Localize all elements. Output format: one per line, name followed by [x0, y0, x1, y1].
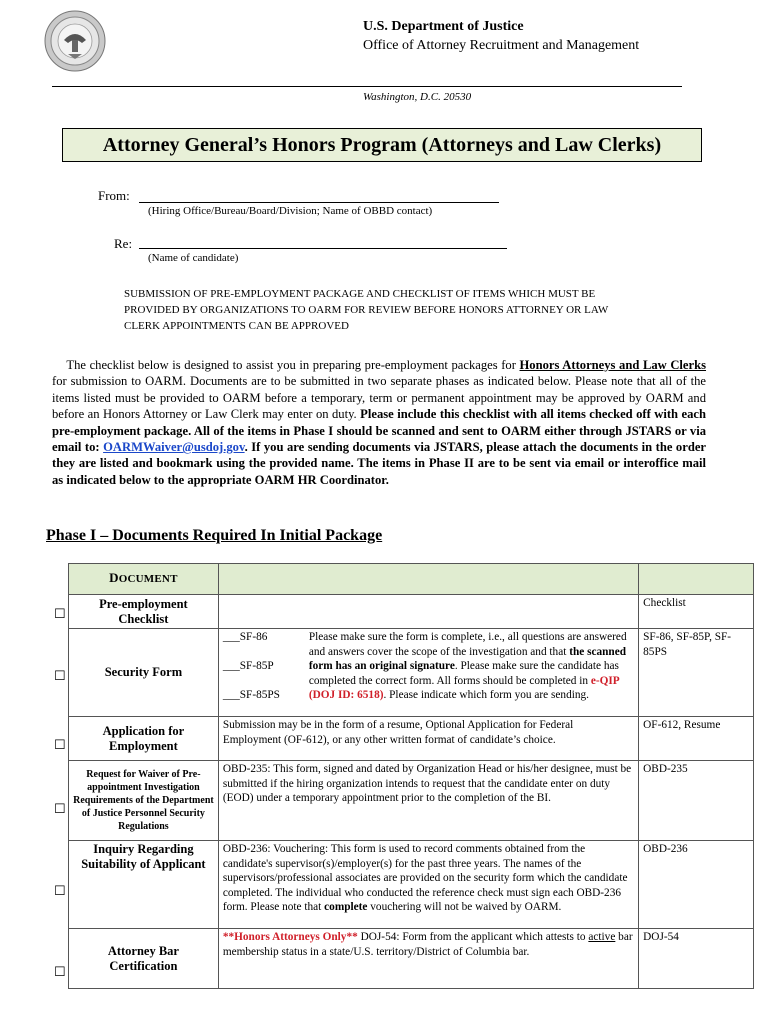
phase-one-checklist-table: [68, 563, 754, 989]
checkbox-inquiry[interactable]: ☐: [54, 883, 66, 898]
doc-name-waiver: Request for Waiver of Pre-appointment Investigation Requirements of the Department of Justice Personnel Security Regulations: [69, 761, 219, 841]
doc-name-security: Security Form: [69, 629, 219, 717]
checkbox-security-form[interactable]: ☐: [54, 668, 66, 683]
table-row: [69, 717, 754, 761]
from-label: From:: [98, 188, 130, 203]
desc-inquiry: OBD-236: Vouchering: This form is used to record comments obtained from the candidate's supervisor(s)/employer(s) for the past three years. The names of the supervisors/professional associates are provided on the security form which the candidate completed. The individual who conducted the reference check must sign each OBD-236 form. Please note that complete vouchering will not be waived by OARM.: [218, 841, 638, 929]
doc-name-inquiry: Inquiry Regarding Suitability of Applicant: [69, 841, 219, 929]
table-header-row: [69, 564, 754, 595]
oarm-email-link[interactable]: OARMWaiver@usdoj.gov: [103, 440, 245, 455]
doc-name-application: Application for Employment: [69, 717, 219, 761]
header-blank-cell: [218, 564, 638, 595]
form-application: OF-612, Resume: [639, 717, 754, 761]
office-name: Office of Attorney Recruitment and Management: [363, 38, 640, 53]
sf86-option[interactable]: ___SF-86: [222, 631, 268, 643]
intro-instructions-2: . If you are sending documents via JSTARS, please attach the documents in the order they are listed and bookmark using the provided name. The items in Phase II are to be sent via email or interoffice mail as indicated below to the appropriate OARM HR Coordinator.: [52, 440, 707, 487]
title-box: [62, 128, 702, 162]
subject-line: SUBMISSION OF PRE-EMPLOYMENT PACKAGE AND CHECKLIST OF ITEMS WHICH MUST BE PROVIDED BY ORGANIZATIONS TO OARM FOR REVIEW BEFORE HONORS ATTORNEY OR LAW CLERK APPOINTMENTS CAN BE APPROVED: [124, 288, 609, 332]
form-pre-employment: Checklist: [639, 595, 754, 629]
from-field[interactable]: [139, 202, 499, 203]
doj-seal: [44, 10, 106, 72]
desc-pre-employment: [218, 595, 638, 629]
intro-paragraph: [52, 357, 706, 488]
sf85p-option[interactable]: ___SF-85P: [222, 660, 274, 672]
table-row: [69, 595, 754, 629]
intro-program-name: Honors Attorneys and Law Clerks: [519, 358, 707, 372]
document-title: Attorney General’s Honors Program (Attorneys and Law Clerks): [102, 134, 662, 156]
form-waiver: OBD-235: [639, 761, 754, 841]
intro-instructions: Please include this checklist with all items checked off with each pre-employment package. All of the items in Phase I should be scanned and sent to OARM either through JSTARS or via email to:: [52, 407, 706, 455]
desc-bar: **Honors Attorneys Only** DOJ-54: Form from the applicant which attests to active bar membership status in a state/U.S. territory/District of Columbia bar.: [218, 929, 638, 989]
header-blank-cell: [639, 564, 754, 595]
checkbox-waiver[interactable]: ☐: [54, 801, 66, 816]
phase-one-heading: Phase I – Documents Required In Initial Package: [46, 527, 383, 544]
honors-attorneys-only-note: **Honors Attorneys Only**: [222, 931, 358, 943]
office-city: Washington, D.C. 20530: [363, 91, 472, 103]
doc-name-pre-employment: Pre-employment Checklist: [69, 595, 219, 629]
from-hint: (Hiring Office/Bureau/Board/Division; Name of OBBD contact): [148, 205, 433, 217]
table-row: [69, 841, 754, 929]
intro-text-2: for submission to OARM. Documents are to be submitted in two separate phases as indicated below. Please note that all of the items listed must be provided to OARM before a temporary, term or permanent appointment may be approved by OARM and before an Honors Attorney or Law Clerk may enter on duty.: [52, 374, 706, 422]
form-security: SF-86, SF-85P, SF-85PS: [639, 629, 754, 717]
header-divider: [52, 86, 682, 87]
eqip-id: e-QIP (DOJ ID: 6518): [308, 674, 620, 701]
checkbox-bar-certification[interactable]: ☐: [54, 964, 66, 979]
desc-application: Submission may be in the form of a resume, Optional Application for Federal Employment (OF-612), or any other written format of candidate’s choice.: [218, 717, 638, 761]
department-name: U.S. Department of Justice: [363, 19, 524, 34]
re-hint: (Name of candidate): [148, 252, 239, 264]
re-field[interactable]: [139, 248, 507, 249]
form-bar: DOJ-54: [639, 929, 754, 989]
checkbox-application[interactable]: ☐: [54, 737, 66, 752]
form-inquiry: OBD-236: [639, 841, 754, 929]
table-row: [69, 761, 754, 841]
doc-name-bar: Attorney Bar Certification: [69, 929, 219, 989]
document-column-header: DOCUMENT: [69, 564, 219, 595]
intro-text-1: The checklist below is designed to assist you in preparing pre-employment packages for: [66, 358, 520, 372]
re-label: Re:: [114, 236, 133, 251]
desc-waiver: OBD-235: This form, signed and dated by Organization Head or his/her designee, must be submitted if the hiring organization intends to request that the candidate enter on duty (EOD) under a temporary appointment prior to the completion of the BI.: [218, 761, 638, 841]
checkbox-pre-employment[interactable]: ☐: [54, 606, 66, 621]
table-row: [69, 629, 754, 717]
sf85ps-option[interactable]: ___SF-85PS: [222, 689, 280, 701]
desc-security: ___SF-86 ___SF-85P ___SF-85PS Please make sure the form is complete, i.e., all questions are answered and answers cover the scope of the investigation and that the scanned form has an original signature. Please make sure the candidate has completed the correct form. All forms should be completed in e-QIP (DOJ ID: 6518). Please indicate which form you are sending.: [218, 629, 638, 717]
table-row: [69, 929, 754, 989]
